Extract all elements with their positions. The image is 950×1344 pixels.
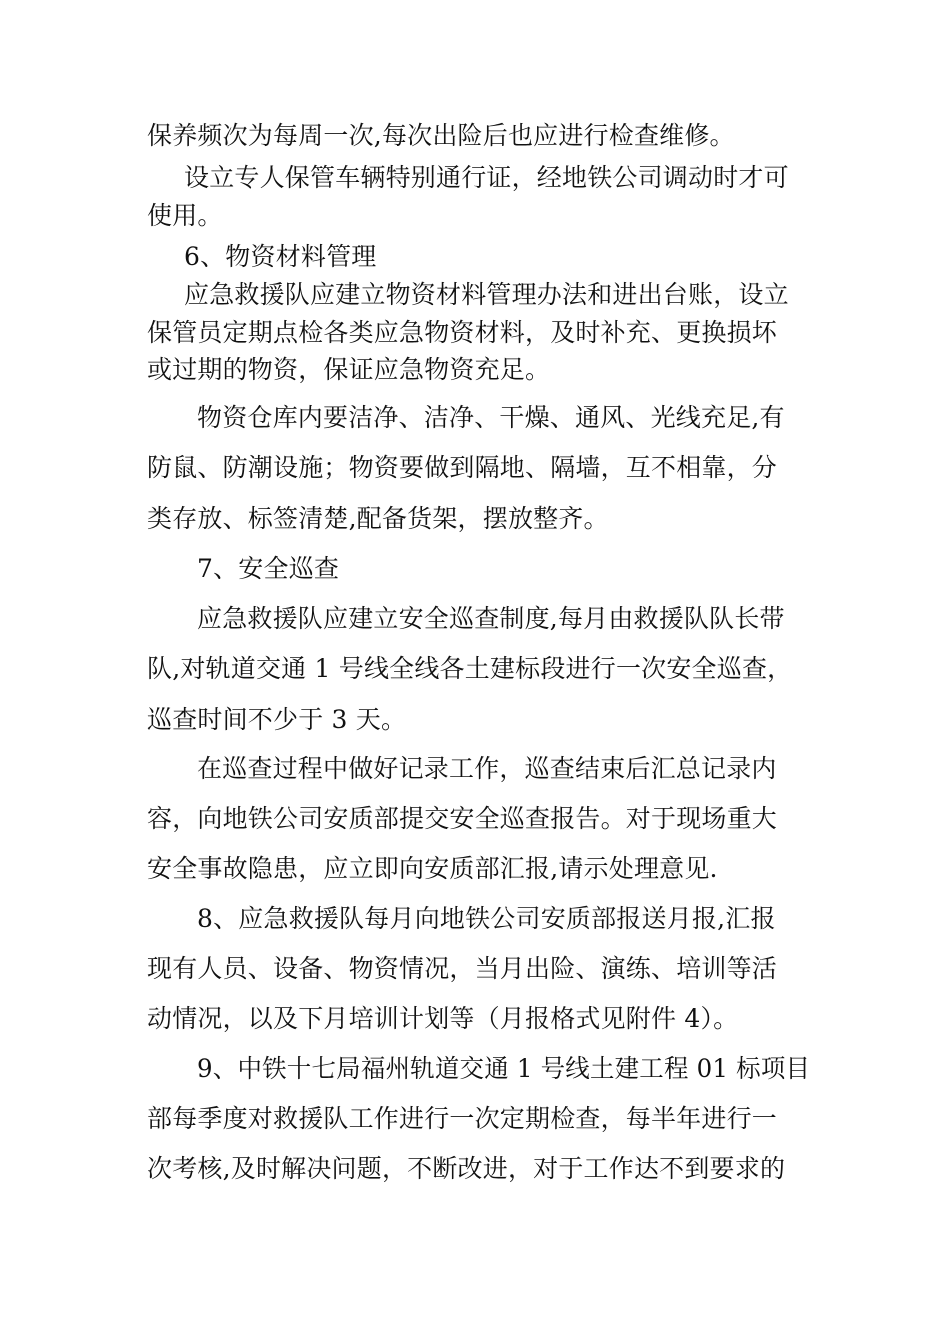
text-line: 设立专人保管车辆特别通行证，经地铁公司调动时才可 <box>184 163 789 192</box>
text-line: 队,对轨道交通 1 号线全线各土建标段进行一次安全巡查， <box>147 654 793 683</box>
text-line: 或过期的物资，保证应急物资充足。 <box>147 355 551 384</box>
text-line: 类存放、标签清楚,配备货架，摆放整齐。 <box>147 504 609 533</box>
text-line: 动情况，以及下月培训计划等（月报格式见附件 4）。 <box>147 1004 739 1033</box>
text-line: 保养频次为每周一次,每次出险后也应进行检查维修。 <box>147 121 735 150</box>
text-line: 应急救援队应建立安全巡查制度,每月由救援队队长带 <box>197 604 785 633</box>
text-line: 容，向地铁公司安质部提交安全巡查报告。对于现场重大 <box>147 804 778 833</box>
text-line: 物资仓库内要洁净、洁净、干燥、通风、光线充足,有 <box>197 403 785 432</box>
text-line: 防鼠、防潮设施；物资要做到隔地、隔墙，互不相靠，分 <box>147 453 778 482</box>
text-line: 现有人员、设备、物资情况，当月出险、演练、培训等活 <box>147 954 778 983</box>
text-line: 部每季度对救援队工作进行一次定期检查，每半年进行一 <box>147 1104 778 1133</box>
section-heading: 7、安全巡查 <box>197 554 340 583</box>
text-line: 保管员定期点检各类应急物资材料，及时补充、更换损坏 <box>147 318 778 347</box>
text-line: 应急救援队应建立物资材料管理办法和进出台账，设立 <box>184 280 789 309</box>
text-line: 在巡查过程中做好记录工作，巡查结束后汇总记录内 <box>197 754 777 783</box>
text-line: 使用。 <box>147 201 223 230</box>
text-line: 9、中铁十七局福州轨道交通 1 号线土建工程 01 标项目 <box>197 1054 811 1083</box>
text-line: 安全事故隐患，应立即向安质部汇报,请示处理意见. <box>147 854 718 883</box>
text-line: 次考核,及时解决问题，不断改进，对于工作达不到要求的 <box>147 1154 786 1183</box>
text-line: 巡查时间不少于 3 天。 <box>147 705 407 734</box>
text-line: 8、应急救援队每月向地铁公司安质部报送月报,汇报 <box>197 904 776 933</box>
section-heading: 6、物资材料管理 <box>184 242 377 271</box>
